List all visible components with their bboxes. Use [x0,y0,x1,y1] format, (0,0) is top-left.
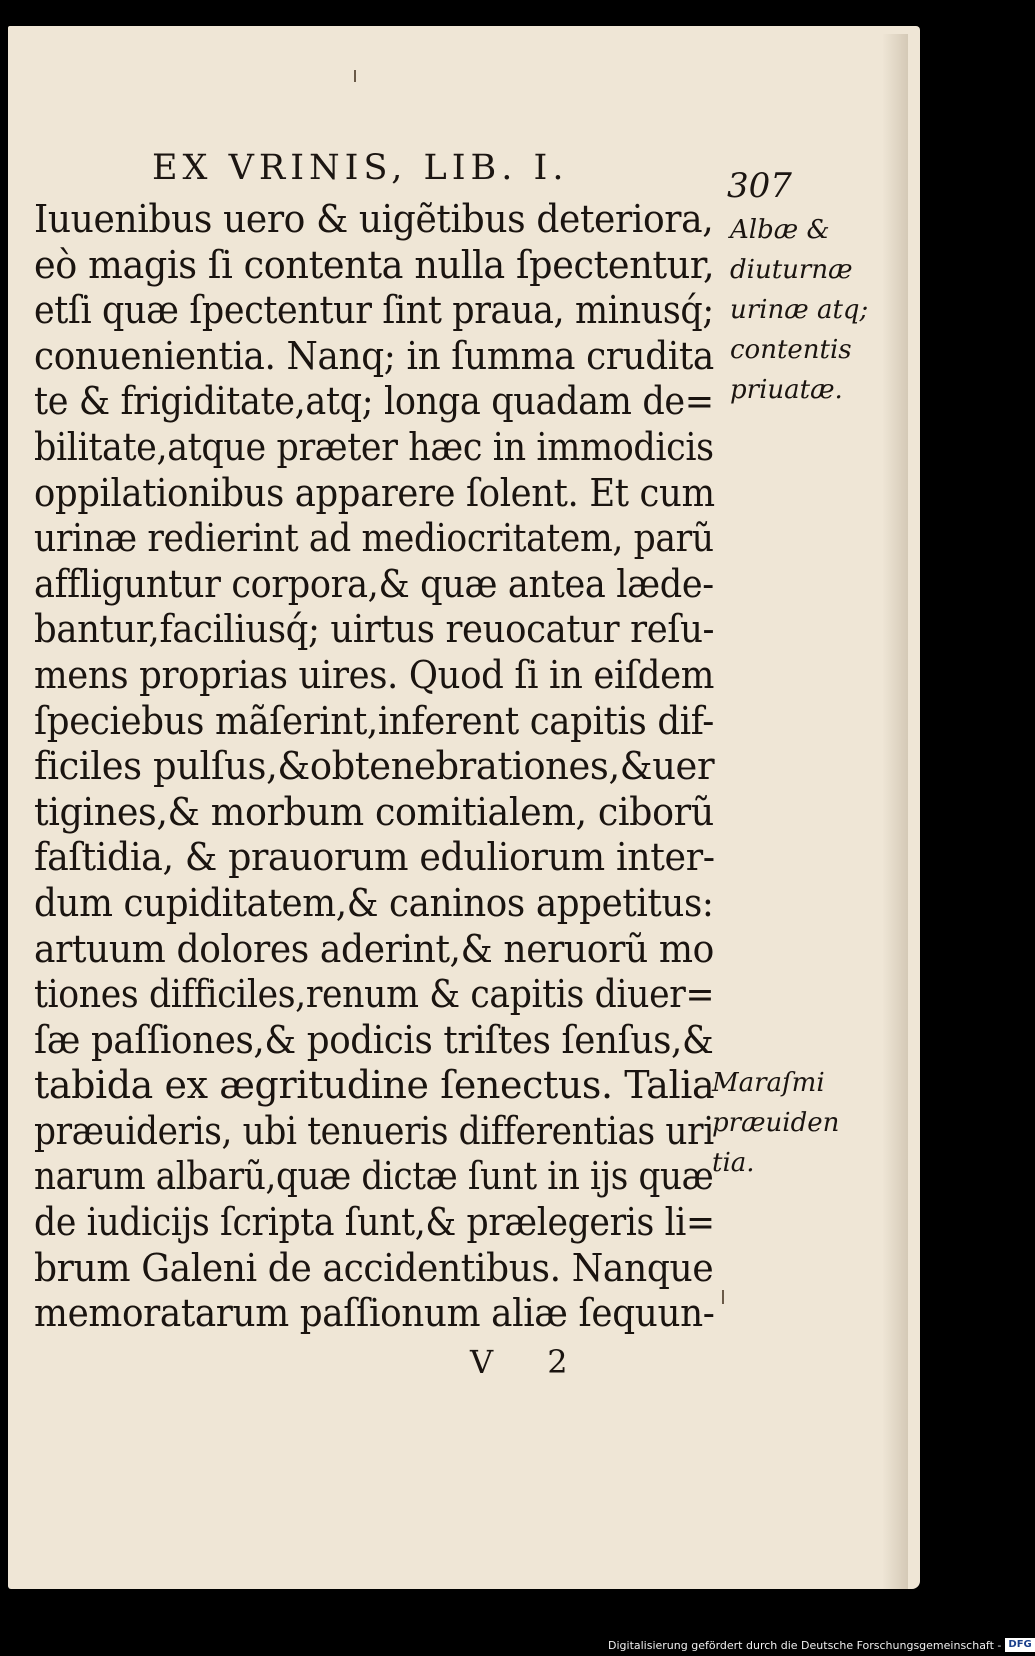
text-line: faſtidia, & prauorum eduliorum inter- [34,835,715,880]
running-title: EX VRINIS, LIB. I. [152,148,569,188]
text-line: ſpeciebus mãſerint,inferent capitis dif- [34,698,714,743]
text-line: te & frigiditate,atq; longa quadam de= [34,379,714,424]
text-line: tiones difficiles,renum & capitis diuer= [34,972,715,1017]
text-line: mens proprias uires. Quod ſi in eiſdem [34,652,714,697]
footer-text: Digitalisierung gefördert durch die Deutsche Forschungsgemeinschaft - [608,1638,1002,1652]
margin-note-marasmus [712,1063,839,1183]
margin-note-line: Albæ & [730,215,830,245]
margin-note-urine [730,210,868,410]
body-text-column [34,197,714,1337]
margin-note-line: Maraſmi [712,1068,825,1098]
text-line: artuum dolores aderint,& neruorũ mo [34,926,714,971]
text-line: præuideris, ubi tenueris differentias uri [34,1108,714,1153]
ink-speck [722,1290,724,1304]
ink-speck [354,70,356,82]
text-line: bantur,faciliusq́; uirtus reuocatur reſu- [34,607,715,652]
text-line: memoratarum paſſionum aliæ ſequun- [34,1291,715,1336]
margin-note-line: priuatæ. [730,375,843,405]
signature-mark: V 2 [470,1343,590,1381]
text-line: urinæ redierint ad mediocritatem, parũ [34,516,714,561]
text-line: ſæ paſſiones,& podicis triſtes ſenſus,& [34,1017,714,1062]
margin-note-line: urinæ atq; [730,295,869,325]
text-line: eò magis ſi contenta nulla ſpectentur, [34,242,715,287]
text-line: brum Galeni de accidentibus. Nanque [34,1245,714,1290]
text-line: bilitate,atque præter hæc in immodicis [34,424,714,469]
digitization-credit [608,1636,1035,1654]
text-line: narum albarũ,quæ dictæ ſunt in ijs quæ [34,1154,714,1199]
margin-note-line: diuturnæ [730,255,853,285]
text-line: oppilationibus apparere ſolent. Et cum [34,470,715,515]
text-line: Iuuenibus uero & uigẽtibus deteriora, [34,197,714,241]
text-line: etſi quæ ſpectentur ſint praua, minusq́; [34,288,714,333]
text-line: tigines,& morbum comitialem, ciborũ [34,789,714,834]
dfg-logo: DFG [1005,1638,1034,1652]
folio-number: 307 [727,166,792,206]
margin-note-line: præuiden [712,1108,840,1138]
text-line: conuenientia. Nanq; in ſumma crudita [34,333,714,378]
text-line: ficiles pulſus,&obtenebrationes,&uer [34,744,715,789]
margin-note-line: contentis [730,335,852,365]
margin-note-line: tia. [712,1148,755,1178]
text-line: tabida ex ægritudine ſenectus. Talia [34,1063,715,1108]
text-line: dum cupiditatem,& caninos appetitus: [34,880,714,925]
text-line: de iudicijs ſcripta ſunt,& prælegeris li= [34,1200,715,1245]
text-line: affliguntur corpora,& quæ antea læde- [34,561,714,606]
page-gutter-shadow [882,34,908,1589]
